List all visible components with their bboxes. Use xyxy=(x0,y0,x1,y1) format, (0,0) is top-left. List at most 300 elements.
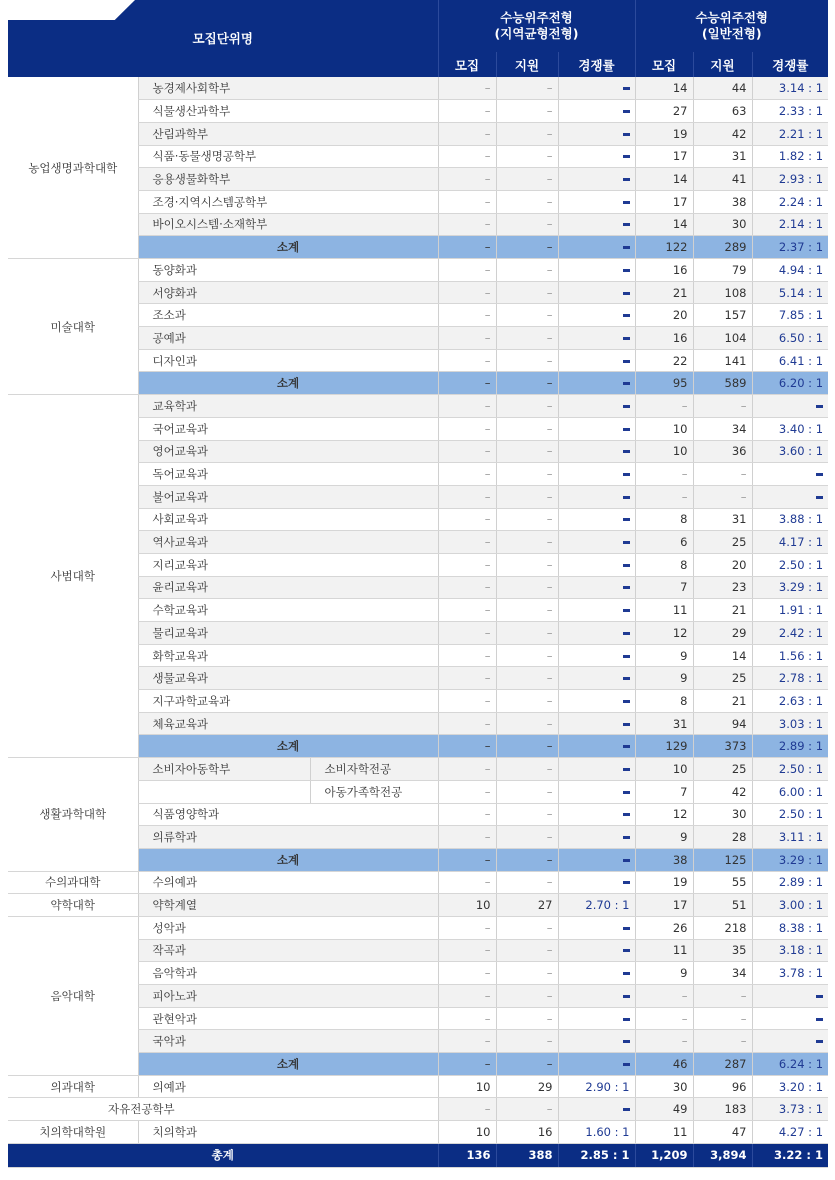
apply-1: – xyxy=(496,304,558,327)
col-recruit-1: 모집 xyxy=(438,52,496,77)
table-row xyxy=(8,871,828,894)
apply-2: 14 xyxy=(693,644,752,667)
col-ratio-2: 경쟁률 xyxy=(752,52,828,77)
subtotal-recruit-1: – xyxy=(438,372,496,395)
recruit-2: 7 xyxy=(635,780,693,803)
dept-name: 수의예과 xyxy=(138,871,438,894)
dept-name: 성악과 xyxy=(138,916,438,939)
ratio-2: 2.89 : 1 xyxy=(752,871,828,894)
ratio-1 xyxy=(558,531,635,554)
subtotal-apply-1: – xyxy=(496,1053,558,1076)
college-name: 미술대학 xyxy=(8,259,138,395)
dept-name: 산림과학부 xyxy=(138,122,438,145)
ratio-1 xyxy=(558,803,635,826)
recruit-2: 7 xyxy=(635,576,693,599)
col-apply-1: 지원 xyxy=(496,52,558,77)
recruit-1: – xyxy=(438,690,496,713)
dash-mark xyxy=(623,768,630,771)
apply-2: – xyxy=(693,463,752,486)
ratio-2: 1.56 : 1 xyxy=(752,644,828,667)
ratio-1 xyxy=(558,712,635,735)
ratio-2: 3.20 : 1 xyxy=(752,1075,828,1098)
dash-mark xyxy=(623,655,630,658)
dept-name: 응용생물화학부 xyxy=(138,168,438,191)
subtotal-ratio-2: 6.24 : 1 xyxy=(752,1053,828,1076)
subtotal-label: 소계 xyxy=(138,372,438,395)
ratio-2: 3.18 : 1 xyxy=(752,939,828,962)
recruit-1: – xyxy=(438,259,496,282)
recruit-1: – xyxy=(438,213,496,236)
ratio-1 xyxy=(558,1030,635,1053)
table-body xyxy=(8,77,828,1167)
apply-1: – xyxy=(496,826,558,849)
apply-2: 47 xyxy=(693,1121,752,1144)
apply-1: – xyxy=(496,780,558,803)
ratio-2 xyxy=(752,395,828,418)
ratio-2: 2.50 : 1 xyxy=(752,803,828,826)
dept-name: 의예과 xyxy=(138,1075,438,1098)
dash-mark xyxy=(623,632,630,635)
college-name: 치의학대학원 xyxy=(8,1121,138,1144)
apply-2: 41 xyxy=(693,168,752,191)
recruit-1: – xyxy=(438,712,496,735)
recruit-1: – xyxy=(438,939,496,962)
recruit-2: 9 xyxy=(635,667,693,690)
total-apply-1: 388 xyxy=(496,1143,558,1167)
recruit-2: 17 xyxy=(635,190,693,213)
apply-1: – xyxy=(496,712,558,735)
recruit-2: 9 xyxy=(635,962,693,985)
apply-1: – xyxy=(496,327,558,350)
dash-mark xyxy=(623,836,630,839)
total-row xyxy=(8,1143,828,1167)
apply-2: 51 xyxy=(693,894,752,917)
ratio-2: 1.82 : 1 xyxy=(752,145,828,168)
dash-mark xyxy=(623,927,630,930)
ratio-1 xyxy=(558,304,635,327)
recruit-2: 9 xyxy=(635,644,693,667)
apply-2: 42 xyxy=(693,122,752,145)
apply-2: 31 xyxy=(693,145,752,168)
dash-mark xyxy=(816,473,823,476)
apply-1: – xyxy=(496,871,558,894)
apply-1: – xyxy=(496,259,558,282)
ratio-1 xyxy=(558,985,635,1008)
recruit-1: – xyxy=(438,962,496,985)
dash-mark xyxy=(816,995,823,998)
col-recruit-2: 모집 xyxy=(635,52,693,77)
ratio-1 xyxy=(558,962,635,985)
ratio-1 xyxy=(558,780,635,803)
dept-name: 윤리교육과 xyxy=(138,576,438,599)
recruit-2: 10 xyxy=(635,417,693,440)
ratio-1 xyxy=(558,599,635,622)
dash-mark xyxy=(623,473,630,476)
ratio-2: 4.27 : 1 xyxy=(752,1121,828,1144)
ratio-1 xyxy=(558,1007,635,1030)
admission-table-wrapper xyxy=(8,0,828,1168)
apply-1: – xyxy=(496,100,558,123)
ratio-1 xyxy=(558,553,635,576)
apply-2: 36 xyxy=(693,440,752,463)
recruit-2: 21 xyxy=(635,281,693,304)
recruit-1: – xyxy=(438,667,496,690)
dept-name: 식물생산과학부 xyxy=(138,100,438,123)
apply-2: 94 xyxy=(693,712,752,735)
subtotal-ratio-2: 6.20 : 1 xyxy=(752,372,828,395)
ratio-2: 3.11 : 1 xyxy=(752,826,828,849)
recruit-1: – xyxy=(438,826,496,849)
recruit-1: – xyxy=(438,122,496,145)
dash-mark xyxy=(623,1018,630,1021)
group2-subtitle: (일반전형) xyxy=(701,26,762,41)
major-name: 소비자학전공 xyxy=(310,758,438,781)
dept-name: 국어교육과 xyxy=(138,417,438,440)
dash-mark xyxy=(623,813,630,816)
recruit-1: – xyxy=(438,508,496,531)
apply-1: – xyxy=(496,349,558,372)
dept-name: 약학계열 xyxy=(138,894,438,917)
recruit-2: 19 xyxy=(635,871,693,894)
admission-results-table xyxy=(8,0,828,1168)
dept-name: 교육학과 xyxy=(138,395,438,418)
apply-2: 35 xyxy=(693,939,752,962)
apply-1: – xyxy=(496,485,558,508)
total-recruit-2: 1,209 xyxy=(635,1143,693,1167)
recruit-2: 31 xyxy=(635,712,693,735)
ratio-2: 3.40 : 1 xyxy=(752,417,828,440)
ratio-1 xyxy=(558,77,635,100)
apply-1: – xyxy=(496,690,558,713)
dash-mark xyxy=(623,586,630,589)
apply-2: 183 xyxy=(693,1098,752,1121)
group1-subtitle: (지역균형전형) xyxy=(494,26,579,41)
apply-2: 20 xyxy=(693,553,752,576)
recruit-1: – xyxy=(438,349,496,372)
subtotal-apply-2: 287 xyxy=(693,1053,752,1076)
ratio-1 xyxy=(558,576,635,599)
ratio-1 xyxy=(558,644,635,667)
dash-mark xyxy=(623,405,630,408)
recruit-2: 14 xyxy=(635,213,693,236)
dept-name xyxy=(138,780,310,803)
apply-2: 104 xyxy=(693,327,752,350)
recruit-2: 17 xyxy=(635,145,693,168)
col-apply-2: 지원 xyxy=(693,52,752,77)
college-name: 음악대학 xyxy=(8,916,138,1075)
apply-1: – xyxy=(496,508,558,531)
dash-mark xyxy=(623,881,630,884)
recruit-1: – xyxy=(438,440,496,463)
header-corner-cut xyxy=(0,0,135,20)
recruit-2: 12 xyxy=(635,622,693,645)
subtotal-recruit-1: – xyxy=(438,735,496,758)
dept-name: 조소과 xyxy=(138,304,438,327)
ratio-2: 1.91 : 1 xyxy=(752,599,828,622)
ratio-2: 3.88 : 1 xyxy=(752,508,828,531)
dash-mark xyxy=(623,677,630,680)
recruit-2: 27 xyxy=(635,100,693,123)
ratio-2: 2.50 : 1 xyxy=(752,758,828,781)
recruit-1: – xyxy=(438,599,496,622)
recruit-1: – xyxy=(438,395,496,418)
apply-1: – xyxy=(496,553,558,576)
apply-1: – xyxy=(496,1007,558,1030)
dept-name: 작곡과 xyxy=(138,939,438,962)
apply-1: – xyxy=(496,1098,558,1121)
recruit-1: 10 xyxy=(438,894,496,917)
general-admission-header xyxy=(635,0,828,52)
recruit-1: – xyxy=(438,417,496,440)
subtotal-apply-1: – xyxy=(496,848,558,871)
apply-1: – xyxy=(496,145,558,168)
table-row xyxy=(8,894,828,917)
recruit-1: 10 xyxy=(438,1121,496,1144)
dept-name: 서양화과 xyxy=(138,281,438,304)
apply-2: 157 xyxy=(693,304,752,327)
recruit-2: – xyxy=(635,1030,693,1053)
college-name: 사범대학 xyxy=(8,395,138,758)
ratio-1 xyxy=(558,100,635,123)
recruit-1: – xyxy=(438,463,496,486)
dept-name: 관현악과 xyxy=(138,1007,438,1030)
recruit-2: 10 xyxy=(635,758,693,781)
dash-mark xyxy=(623,223,630,226)
recruit-1: – xyxy=(438,758,496,781)
total-apply-2: 3,894 xyxy=(693,1143,752,1167)
recruit-2: 22 xyxy=(635,349,693,372)
dash-mark xyxy=(623,745,630,748)
dash-mark xyxy=(623,541,630,544)
subtotal-apply-2: 373 xyxy=(693,735,752,758)
ratio-1 xyxy=(558,349,635,372)
recruit-2: 11 xyxy=(635,599,693,622)
subtotal-apply-1: – xyxy=(496,735,558,758)
ratio-2: 2.14 : 1 xyxy=(752,213,828,236)
dash-mark xyxy=(623,133,630,136)
dept-name: 동양화과 xyxy=(138,259,438,282)
subtotal-apply-1: – xyxy=(496,236,558,259)
ratio-1 xyxy=(558,916,635,939)
dash-mark xyxy=(623,859,630,862)
subtotal-recruit-2: 122 xyxy=(635,236,693,259)
recruit-2: 14 xyxy=(635,77,693,100)
subtotal-recruit-2: 95 xyxy=(635,372,693,395)
ratio-1 xyxy=(558,122,635,145)
ratio-2: 2.78 : 1 xyxy=(752,667,828,690)
recruit-1: – xyxy=(438,644,496,667)
apply-1: 16 xyxy=(496,1121,558,1144)
subtotal-ratio-1 xyxy=(558,236,635,259)
dash-mark xyxy=(623,246,630,249)
recruit-1: – xyxy=(438,281,496,304)
subtotal-label: 소계 xyxy=(138,848,438,871)
ratio-2: 7.85 : 1 xyxy=(752,304,828,327)
dept-name: 수학교육과 xyxy=(138,599,438,622)
ratio-1 xyxy=(558,281,635,304)
recruit-1: – xyxy=(438,531,496,554)
apply-2: – xyxy=(693,395,752,418)
apply-2: 38 xyxy=(693,190,752,213)
ratio-2: 6.41 : 1 xyxy=(752,349,828,372)
dept-name: 식품영양학과 xyxy=(138,803,438,826)
recruit-2: 8 xyxy=(635,553,693,576)
ratio-2: 5.14 : 1 xyxy=(752,281,828,304)
ratio-1 xyxy=(558,395,635,418)
total-ratio-2: 3.22 : 1 xyxy=(752,1143,828,1167)
apply-1: – xyxy=(496,667,558,690)
ratio-1: 2.70 : 1 xyxy=(558,894,635,917)
college-name: 생활과학대학 xyxy=(8,758,138,871)
apply-2: 21 xyxy=(693,690,752,713)
apply-1: – xyxy=(496,168,558,191)
ratio-2: 4.17 : 1 xyxy=(752,531,828,554)
apply-1: – xyxy=(496,440,558,463)
ratio-1 xyxy=(558,327,635,350)
ratio-1 xyxy=(558,939,635,962)
dash-mark xyxy=(816,405,823,408)
recruit-1: – xyxy=(438,145,496,168)
dept-name: 물리교육과 xyxy=(138,622,438,645)
recruit-2: 30 xyxy=(635,1075,693,1098)
recruit-1: – xyxy=(438,327,496,350)
recruit-1: – xyxy=(438,1030,496,1053)
table-row xyxy=(8,259,828,282)
dash-mark xyxy=(623,178,630,181)
ratio-1: 1.60 : 1 xyxy=(558,1121,635,1144)
recruit-1: – xyxy=(438,168,496,191)
apply-1: – xyxy=(496,77,558,100)
apply-1: 29 xyxy=(496,1075,558,1098)
ratio-2: 2.33 : 1 xyxy=(752,100,828,123)
recruit-1: – xyxy=(438,871,496,894)
dept-name: 식품·동물생명공학부 xyxy=(138,145,438,168)
dash-mark xyxy=(623,382,630,385)
recruit-2: – xyxy=(635,985,693,1008)
recruit-2: 6 xyxy=(635,531,693,554)
subtotal-label: 소계 xyxy=(138,735,438,758)
dept-name: 지리교육과 xyxy=(138,553,438,576)
subtotal-ratio-1 xyxy=(558,848,635,871)
dash-mark xyxy=(623,87,630,90)
apply-1: – xyxy=(496,939,558,962)
ratio-1 xyxy=(558,758,635,781)
dept-name: 역사교육과 xyxy=(138,531,438,554)
recruit-2: – xyxy=(635,485,693,508)
recruit-2: – xyxy=(635,1007,693,1030)
ratio-1 xyxy=(558,690,635,713)
dash-mark xyxy=(623,450,630,453)
recruit-1: – xyxy=(438,780,496,803)
ratio-2: 3.73 : 1 xyxy=(752,1098,828,1121)
subtotal-recruit-1: – xyxy=(438,848,496,871)
dept-name: 치의학과 xyxy=(138,1121,438,1144)
dash-mark xyxy=(816,1040,823,1043)
ratio-1 xyxy=(558,213,635,236)
dash-mark xyxy=(623,292,630,295)
unit-name: 자유전공학부 xyxy=(8,1098,438,1121)
subtotal-ratio-2: 2.37 : 1 xyxy=(752,236,828,259)
apply-1: – xyxy=(496,463,558,486)
ratio-2: 3.03 : 1 xyxy=(752,712,828,735)
group1-title: 수능위주전형 xyxy=(500,10,573,25)
recruit-1: – xyxy=(438,916,496,939)
recruit-1: – xyxy=(438,485,496,508)
apply-2: – xyxy=(693,485,752,508)
total-label: 총계 xyxy=(8,1143,438,1167)
apply-1: – xyxy=(496,281,558,304)
apply-1: – xyxy=(496,599,558,622)
unit-name-header: 모집단위명 xyxy=(8,0,438,77)
table-row xyxy=(8,1121,828,1144)
recruit-1: – xyxy=(438,1098,496,1121)
apply-1: 27 xyxy=(496,894,558,917)
apply-2: 96 xyxy=(693,1075,752,1098)
dept-name: 독어교육과 xyxy=(138,463,438,486)
apply-2: 25 xyxy=(693,531,752,554)
dash-mark xyxy=(623,428,630,431)
dash-mark xyxy=(623,1108,630,1111)
subtotal-apply-2: 589 xyxy=(693,372,752,395)
ratio-2: 3.60 : 1 xyxy=(752,440,828,463)
dept-name: 바이오시스템·소재학부 xyxy=(138,213,438,236)
ratio-2: 2.42 : 1 xyxy=(752,622,828,645)
dash-mark xyxy=(623,110,630,113)
dash-mark xyxy=(623,496,630,499)
ratio-1 xyxy=(558,826,635,849)
apply-2: 63 xyxy=(693,100,752,123)
college-name: 의과대학 xyxy=(8,1075,138,1098)
ratio-2: 2.50 : 1 xyxy=(752,553,828,576)
apply-1: – xyxy=(496,644,558,667)
apply-1: – xyxy=(496,122,558,145)
apply-2: 25 xyxy=(693,667,752,690)
table-row xyxy=(8,758,828,781)
dept-name: 체육교육과 xyxy=(138,712,438,735)
apply-2: 79 xyxy=(693,259,752,282)
table-row xyxy=(8,916,828,939)
apply-2: 218 xyxy=(693,916,752,939)
ratio-1 xyxy=(558,440,635,463)
recruit-2: 26 xyxy=(635,916,693,939)
apply-1: – xyxy=(496,1030,558,1053)
recruit-2: – xyxy=(635,463,693,486)
ratio-1 xyxy=(558,485,635,508)
apply-2: 25 xyxy=(693,758,752,781)
dash-mark xyxy=(623,700,630,703)
dept-name: 디자인과 xyxy=(138,349,438,372)
dept-name: 소비자아동학부 xyxy=(138,758,310,781)
apply-1: – xyxy=(496,985,558,1008)
subtotal-apply-2: 125 xyxy=(693,848,752,871)
recruit-1: – xyxy=(438,77,496,100)
dash-mark xyxy=(623,972,630,975)
apply-2: 55 xyxy=(693,871,752,894)
subtotal-recruit-2: 46 xyxy=(635,1053,693,1076)
table-row xyxy=(8,395,828,418)
dash-mark xyxy=(623,791,630,794)
apply-2: 141 xyxy=(693,349,752,372)
apply-2: 42 xyxy=(693,780,752,803)
apply-2: – xyxy=(693,1030,752,1053)
ratio-1 xyxy=(558,1098,635,1121)
subtotal-recruit-1: – xyxy=(438,236,496,259)
ratio-1 xyxy=(558,463,635,486)
recruit-1: – xyxy=(438,553,496,576)
dash-mark xyxy=(623,201,630,204)
apply-2: 108 xyxy=(693,281,752,304)
recruit-1: – xyxy=(438,622,496,645)
